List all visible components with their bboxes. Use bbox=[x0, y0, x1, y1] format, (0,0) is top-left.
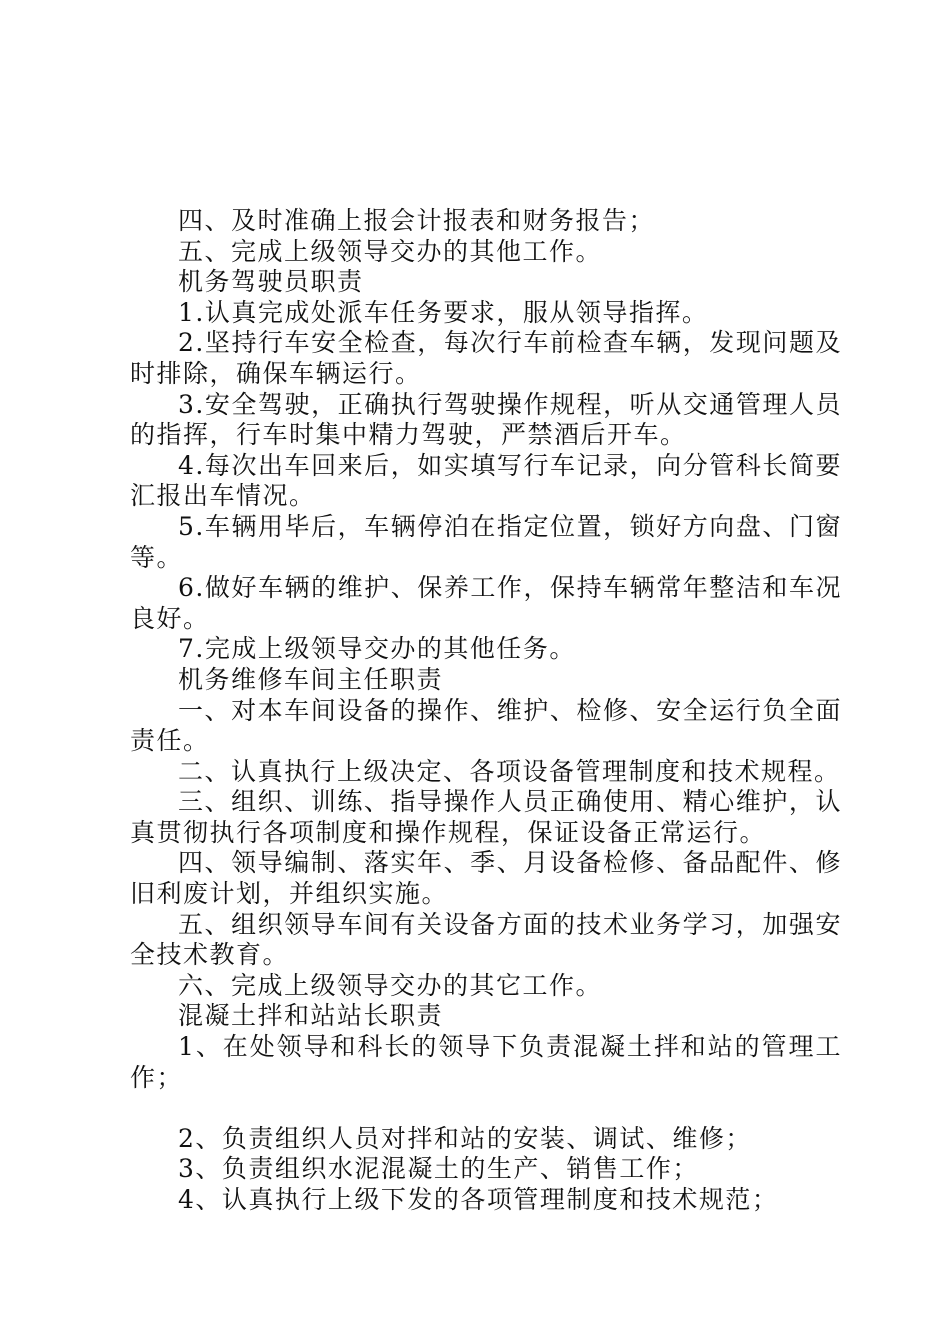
blank-line bbox=[130, 1093, 842, 1124]
paragraph: 五、完成上级领导交办的其他工作。 bbox=[178, 236, 603, 266]
paragraph: 四、及时准确上报会计报表和财务报告； bbox=[178, 206, 656, 235]
paragraph: 2、负责组织人员对拌和站的安装、调试、维修； bbox=[178, 1123, 752, 1153]
paragraph: 一、对本车间设备的操作、维护、检修、安全运行负全面责任。 bbox=[130, 695, 842, 756]
paragraph: 四、领导编制、落实年、季、月设备检修、备品配件、修旧利废计划，并组织实施。 bbox=[130, 848, 842, 909]
section-heading: 机务维修车间主任职责 bbox=[178, 664, 444, 694]
paragraph: 3.安全驾驶，正确执行驾驶操作规程，听从交通管理人员的指挥，行车时集中精力驾驶，严禁酒后开车。 bbox=[130, 389, 842, 450]
paragraph: 4、认真执行上级下发的各项管理制度和技术规范； bbox=[178, 1185, 779, 1214]
paragraph: 五、组织领导车间有关设备方面的技术业务学习，加强安全技术教育。 bbox=[130, 909, 842, 970]
section-heading: 机务驾驶员职责 bbox=[178, 267, 364, 297]
paragraph: 二、认真执行上级决定、各项设备管理制度和技术规程。 bbox=[178, 756, 841, 786]
paragraph: 5.车辆用毕后，车辆停泊在指定位置，锁好方向盘、门窗等。 bbox=[130, 511, 842, 572]
paragraph: 7.完成上级领导交办的其他任务。 bbox=[178, 634, 576, 664]
document-body bbox=[130, 206, 842, 1216]
paragraph: 三、组织、训练、指导操作人员正确使用、精心维护，认真贯彻执行各项制度和操作规程，保证设备正常运行。 bbox=[130, 787, 842, 847]
paragraph: 6.做好车辆的维护、保养工作，保持车辆常年整洁和车况良好。 bbox=[130, 573, 842, 633]
paragraph: 1.认真完成处派车任务要求，服从领导指挥。 bbox=[178, 297, 709, 327]
section-heading: 混凝土拌和站站长职责 bbox=[178, 1001, 444, 1031]
paragraph: 1、在处领导和科长的领导下负责混凝土拌和站的管理工作； bbox=[130, 1032, 842, 1092]
paragraph: 4.每次出车回来后，如实填写行车记录，向分管科长简要汇报出车情况。 bbox=[130, 450, 842, 511]
paragraph: 3、负责组织水泥混凝土的生产、销售工作； bbox=[178, 1154, 699, 1184]
paragraph: 六、完成上级领导交办的其它工作。 bbox=[178, 970, 603, 1000]
paragraph: 2.坚持行车安全检查，每次行车前检查车辆，发现问题及时排除，确保车辆运行。 bbox=[130, 328, 842, 388]
